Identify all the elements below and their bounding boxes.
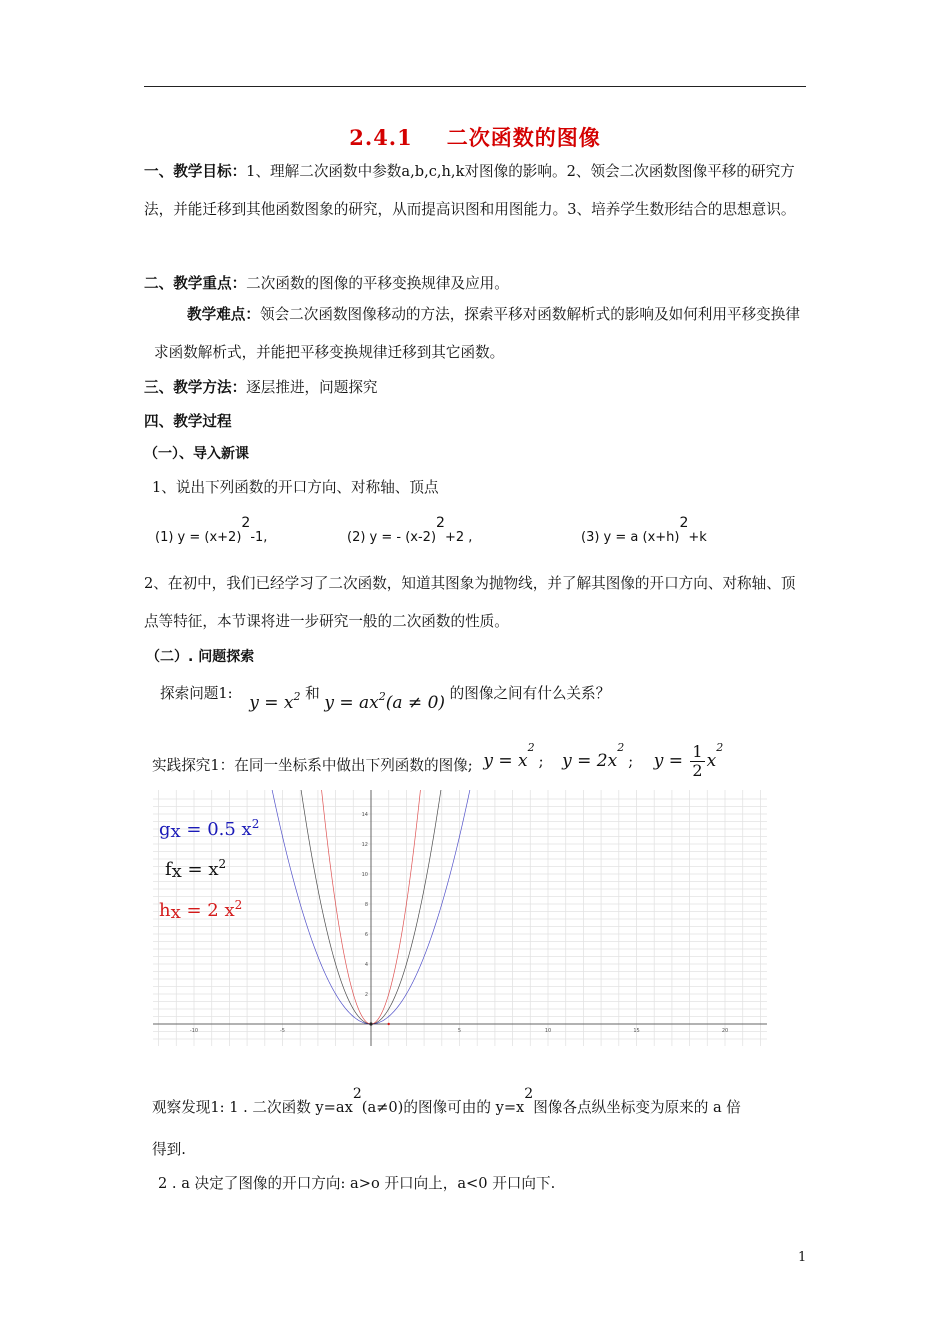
frac-den: 2: [692, 761, 703, 780]
method-line: [144, 376, 378, 397]
formula-1-exp: 2: [293, 690, 301, 703]
half-fraction: [690, 743, 704, 780]
method-label: 三、教学方法：: [144, 379, 247, 396]
pf3b-text: x: [706, 751, 717, 771]
practice-sep-2: ;: [628, 753, 634, 770]
formula-2-exp: 2: [378, 690, 386, 703]
top-rule: [144, 86, 806, 87]
explore-title: （二）. 问题探索: [146, 649, 255, 665]
y-tick-label: 14: [361, 812, 368, 818]
observe-line-2: 得到.: [152, 1141, 186, 1158]
example-1: [155, 515, 268, 545]
legend-equation: = x: [181, 859, 219, 880]
pf1-exp: 2: [527, 741, 535, 754]
practice-label: 实践探究1：在同一坐标系中做出下列函数的图像;: [152, 757, 473, 774]
x-tick-label: 5: [457, 1028, 462, 1034]
example-3-expr: (3) y = a (x+h): [581, 530, 680, 545]
page-title: [0, 122, 950, 152]
legend-equation: = 2 x: [180, 900, 235, 921]
observe-mid: (a≠0)的图像可由的 y=x: [361, 1099, 525, 1116]
legend-arg: x: [170, 902, 181, 923]
marker-point: [388, 1023, 390, 1025]
legend-equation: = 0.5 x: [180, 819, 252, 840]
legend-arg: x: [171, 861, 182, 882]
goals-paragraph: [144, 153, 808, 229]
page-number: 1: [798, 1250, 807, 1265]
practice-line: [152, 743, 723, 780]
observe-exp-2: 2: [524, 1086, 534, 1102]
pf1-text: y = x: [483, 751, 528, 771]
example-2-expr: (2) y = - (x-2): [347, 530, 437, 545]
observe-exp-1: 2: [352, 1086, 362, 1102]
explore-question: [160, 682, 611, 713]
y-tick-label: 4: [364, 962, 368, 968]
legend-func-name: g: [159, 819, 171, 840]
observe-pre: 观察发现1: 1 . 二次函数 y=ax: [152, 1099, 353, 1116]
practice-formula-3: [653, 741, 724, 780]
vertex-point: [369, 1022, 372, 1025]
x-tick-label: 20: [721, 1028, 729, 1034]
x-tick-label: -10: [189, 1028, 199, 1034]
x-tick-label: -5: [280, 1028, 285, 1034]
example-1-tail: -1,: [250, 530, 268, 545]
intro-title: （一）、导入新课: [144, 446, 249, 462]
method-text: 逐层推进，问题探究: [246, 379, 378, 396]
example-2: [347, 515, 473, 545]
y-tick-label: 8: [364, 902, 368, 908]
legend-exponent: 2: [218, 857, 227, 871]
difficulty-label: 教学难点：: [187, 306, 260, 323]
formula-2-text: y = ax: [324, 693, 379, 713]
pf3-text: y =: [653, 751, 689, 771]
difficulty-text: 领会二次函数图像移动的方法，探索平移对函数解析式的影响及如何利用平移变换律求函数解析式，并能把平移变换规律迁移到其它函数。: [154, 306, 800, 361]
practice-sep-1: ;: [538, 753, 544, 770]
legend-exponent: 2: [234, 898, 243, 912]
explore-and: 和: [305, 685, 320, 702]
function-graph: [153, 790, 767, 1046]
legend-exponent: 2: [251, 817, 260, 831]
example-1-expr: (1) y = (x+2): [155, 530, 242, 545]
observe-line-3: 2 . a 决定了图像的开口方向: a>o 开口向上，a<0 开口向下.: [158, 1175, 556, 1192]
y-tick-label: 2: [364, 992, 368, 998]
example-2-tail: +2 ,: [444, 530, 473, 545]
pf2-text: y = 2x: [562, 751, 618, 771]
legend-h: [159, 898, 242, 921]
x-tick-label: 15: [633, 1028, 640, 1034]
legend-arg: x: [170, 821, 181, 842]
frac-num: 1: [692, 742, 703, 761]
legend-f: [165, 857, 226, 880]
example-1-exp: 2: [241, 515, 251, 531]
practice-formula-2: [562, 741, 625, 771]
formula-1-text: y = x: [249, 693, 294, 713]
explore-formula-2: [324, 690, 446, 713]
x-tick-label: 10: [544, 1028, 552, 1034]
explore-label: 探索问题1:: [160, 685, 233, 702]
legend-func-name: f: [165, 859, 172, 880]
example-3-exp: 2: [679, 515, 689, 531]
legend-g: [159, 817, 259, 840]
pf3-exp: 2: [716, 741, 724, 754]
example-2-exp: 2: [436, 515, 445, 531]
question-2: 2、在初中，我们已经学习了二次函数，知道其图象为抛物线，并了解其图像的开口方向、对称轴、顶点等特征，本节课将进一步研究一般的二次函数的性质。: [144, 575, 796, 630]
observe-line-1: [152, 1086, 741, 1117]
formula-2-cond: (a ≠ 0): [385, 693, 446, 713]
observe-post: 图像各点纵坐标变为原来的 a 倍: [533, 1099, 741, 1116]
explore-formula-1: [249, 690, 301, 713]
goals-label: 一、教学目标：: [144, 163, 247, 180]
y-tick-label: 6: [364, 932, 368, 938]
y-tick-label: 10: [361, 872, 368, 878]
goals-text: 1、理解二次函数中参数a,b,c,h,k对图像的影响。2、领会二次函数图像平移的研究方法，并能迁移到其他函数图象的研究，从而提高识图和用图能力。3、培养学生数形结合的思想意识。: [144, 163, 796, 218]
example-3-tail: +k: [688, 530, 707, 545]
key-point-line: [144, 272, 509, 293]
key-point-label: 二、教学重点：: [144, 275, 247, 292]
explore-tail: 的图像之间有什么关系？: [449, 685, 611, 702]
title-number: 2.4.1: [349, 125, 413, 150]
key-point-text: 二次函数的图像的平移变换规律及应用。: [246, 275, 509, 292]
legend-func-name: h: [159, 900, 171, 921]
y-tick-label: 12: [361, 842, 368, 848]
example-3: [581, 515, 707, 545]
question-1: 1、说出下列函数的开口方向、对称轴、顶点: [152, 479, 439, 496]
pf2-exp: 2: [617, 741, 625, 754]
practice-formula-1: [483, 741, 535, 771]
title-text: 二次函数的图像: [446, 125, 601, 150]
process-title: 四、教学过程: [144, 413, 232, 430]
difficulty-paragraph: [154, 296, 808, 372]
